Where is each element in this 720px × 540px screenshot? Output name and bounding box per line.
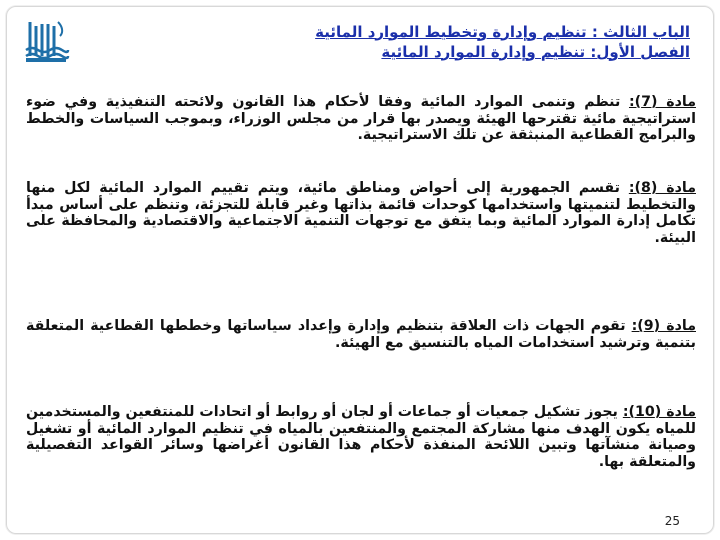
- article-10: [26, 404, 696, 470]
- chapter-title: الباب الثالث : تنظيم وإدارة وتخطيط الموارد المائية: [315, 23, 690, 41]
- article-text: تقوم الجهات ذات العلاقة بتنظيم وإدارة وإعداد سياساتها وخططها القطاعية المتعلقة بتنمية وترشيد استخدامات المياه بالتنسيق مع الهيئة.: [26, 318, 696, 351]
- article-text: تقسم الجمهورية إلى أحواض ومناطق مائية، ويتم تقييم الموارد المائية لكل منها والتخطيط لتنميتها واستخدامها كوحدات قائمة بذاتها وغير قابلة للتجزئة، وتنظم على أساس مبدأ تكامل إدارة الموارد المائية وبما يتفق مع توجهات التنمية الاجتماعية والاقتصادية والمحافظة على البيئة.: [26, 180, 696, 246]
- article-text: يجوز تشكيل جمعيات أو جماعات أو لجان أو روابط أو اتحادات للمنتفعين والمستخدمين للمياه يكون الهدف منها مشاركة المجتمع والمنتفعين بالمياه في تنظيم الموارد المائية أو تشغيل وصيانة منشآتها وتبين اللائحة المنفذة لأحكام هذا القانون أغراضها وسائر القواعد التفصيلية والمتعلقة بها.: [26, 404, 696, 470]
- article-title: مادة (7):: [628, 94, 696, 110]
- article-7: [26, 94, 696, 144]
- section-title: الفصل الأول: تنظيم وإدارة الموارد المائية: [381, 43, 690, 61]
- page-number: 25: [664, 514, 680, 528]
- article-title: مادة (10):: [622, 404, 696, 420]
- article-text: تنظم وتنمى الموارد المائية وفقا لأحكام هذا القانون ولائحته التنفيذية وفي ضوء استراتيجية مائية تقترحها الهيئة ويصدر بها قرار من مجلس الوزراء، وبموجب السياسات والخطط والبرامج القطاعية المنبثقة عن تلك الاستراتيجية.: [26, 94, 696, 143]
- article-8: [26, 180, 696, 246]
- article-9: [26, 318, 696, 351]
- slide-header: [130, 22, 690, 62]
- article-title: مادة (9):: [631, 318, 696, 334]
- water-authority-logo-icon: [22, 16, 70, 64]
- article-title: مادة (8):: [628, 180, 696, 196]
